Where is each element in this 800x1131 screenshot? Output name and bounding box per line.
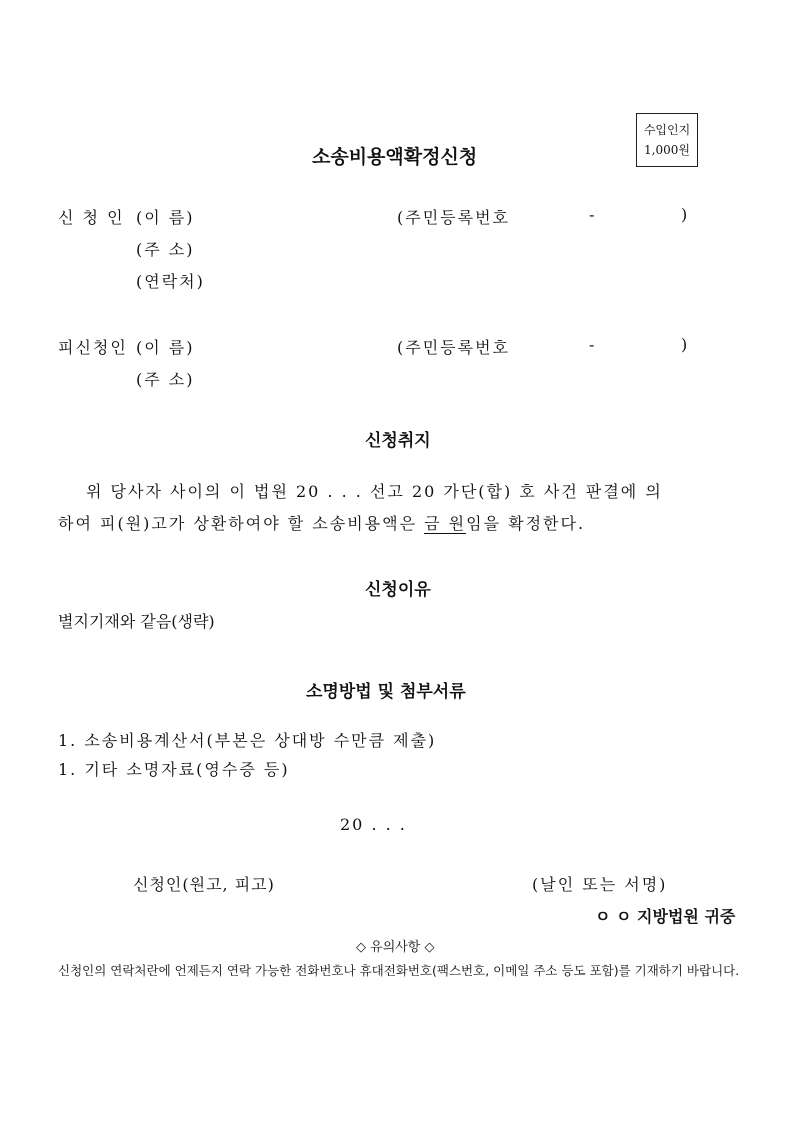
reason-text: 별지기재와 같음(생략) [58,612,215,631]
applicant-name-field: (이 름) [136,208,195,227]
applicant-id-field: (주민등록번호 [397,208,510,227]
document-title: 소송비용액확정신청 [312,146,478,168]
evidence-item-1: 1. 소송비용계산서(부본은 상대방 수만큼 제출) [58,731,437,750]
respondent-id-close: ) [681,335,690,354]
notice-title: ◇ 유의사항 ◇ [356,940,435,955]
applicant-contact-field: (연락처) [136,272,205,291]
purpose-line2 [58,511,585,534]
notice-text: 신청인의 연락처란에 언제든지 연락 가능한 전화번호나 휴대전화번호(팩스번호, 이메일 주소 등도 포함)를 기재하기 바랍니다. [58,963,740,978]
filing-date: 20 . . . [340,815,407,834]
evidence-item-2: 1. 기타 소명자료(영수증 등) [58,760,290,779]
applicant-id-close: ) [681,205,690,224]
applicant-address-field: (주 소) [136,240,195,259]
signature-seal: (날인 또는 서명) [532,875,668,894]
purpose-line2a: 하여 피(원)고가 상환하여야 할 소송비용액은 [58,514,425,533]
respondent-address-field: (주 소) [136,370,195,389]
respondent-id-dash: - [589,335,597,354]
evidence-heading: 소명방법 및 첨부서류 [306,682,466,702]
stamp-line1: 수입인지 [643,123,691,137]
reason-heading: 신청이유 [365,580,431,600]
purpose-heading: 신청취지 [365,431,431,451]
respondent-id-field: (주민등록번호 [397,338,510,357]
signature-applicant: 신청인(원고, 피고) [133,875,275,894]
purpose-line2b: 임을 확정한다. [466,514,586,533]
purpose-amount: 금 원 [424,514,467,533]
purpose-line1: 위 당사자 사이의 이 법원 20 . . . 선고 20 가단(합) 호 사건 판결에 의 [86,482,663,501]
applicant-id-dash: - [589,205,597,224]
revenue-stamp-box [636,113,698,167]
stamp-line2: 1,000원 [644,143,690,157]
respondent-name-field: (이 름) [136,338,195,357]
respondent-label: 피신청인 [58,338,128,357]
court-addressee: ㅇ ㅇ 지방법원 귀중 [595,907,736,926]
applicant-label: 신 청 인 [58,208,125,227]
